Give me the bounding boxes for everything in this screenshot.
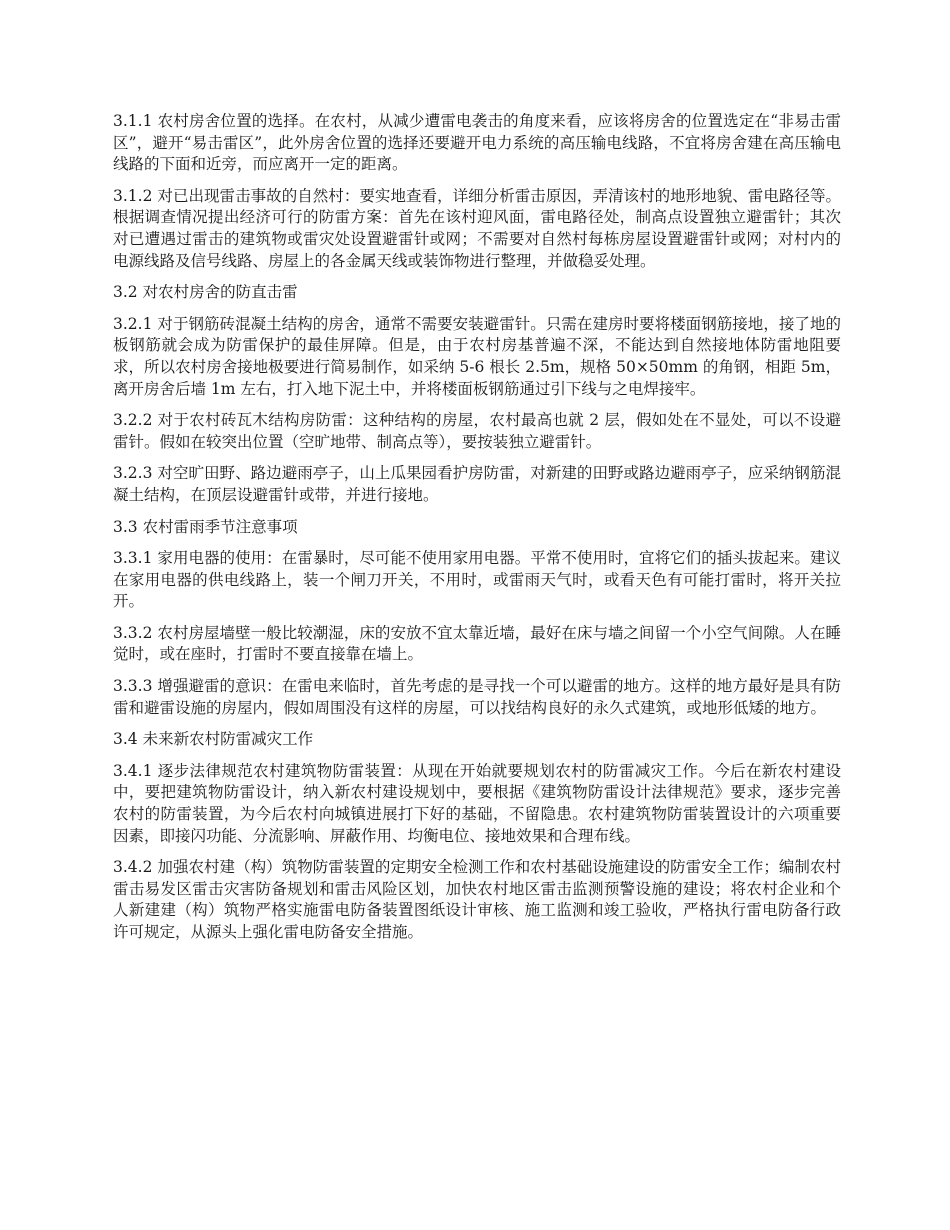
- heading-3-4: 3.4 未来新农村防雷减灾工作: [113, 730, 314, 749]
- para-3-1-1: 3.1.1 农村房舍位置的选择。在农村，从减少遭雷电袭击的角度来看，应该将房舍的位置选定在“非易击雷区”，避开“易击雷区”，此外房舍位置的选择还要避开电力系统的高压输电线路，不宜将房舍建在高压输电线路的下面和近旁，而应离开一定的距离。: [113, 112, 841, 174]
- para-3-3-1: 3.3.1 家用电器的使用：在雷暴时，尽可能不使用家用电器。平常不使用时，宜将它们的插头拔起来。建议在家用电器的供电线路上，装一个闸刀开关，不用时，或雷雨天气时，或看天色有可能打雷时，将开关拉开。: [113, 549, 841, 611]
- para-3-2-2: 3.2.2 对于农村砖瓦木结构房防雷：这种结构的房屋，农村最高也就 2 层，假如处在不显处，可以不设避雷针。假如在较突出位置（空旷地带、制高点等），要按装独立避雷针。: [113, 411, 841, 451]
- para-3-4-2: 3.4.2 加强农村建（构）筑物防雷装置的定期安全检测工作和农村基础设施建设的防雷安全工作；编制农村雷击易发区雷击灾害防备规划和雷击风险区划，加快农村地区雷击监测预警设施的建设；将农村企业和个人新建建（构）筑物严格实施雷电防备装置图纸设计审核、施工监测和竣工验收，严格执行雷电防备行政许可规定，从源头上强化雷电防备安全措施。: [113, 858, 841, 941]
- para-3-1-2: 3.1.2 对已出现雷击事故的自然村：要实地查看，详细分析雷击原因，弄清该村的地形地貌、雷电路径等。根据调查情况提出经济可行的防雷方案：首先在该村迎风面，雷电路径处，制高点设置独立避雷针；其次对已遭遇过雷击的建筑物或雷灾处设置避雷针或网；不需要对自然村每栋房屋设置避雷针或网；对村内的电源线路及信号线路、房屋上的各金属天线或装饰物进行整理，并做稳妥处理。: [113, 186, 841, 270]
- para-3-3-2: 3.3.2 农村房屋墙壁一般比较潮湿，床的安放不宜太靠近墙，最好在床与墙之间留一个小空气间隙。人在睡觉时，或在座时，打雷时不要直接靠在墙上。: [113, 623, 841, 664]
- para-3-3-3: 3.3.3 增强避雷的意识：在雷电来临时，首先考虑的是寻找一个可以避雷的地方。这样的地方最好是具有防雷和避雷设施的房屋内，假如周围没有这样的房屋，可以找结构良好的永久式建筑，或地形低矮的地方。: [113, 677, 841, 717]
- document-page: [113, 111, 841, 954]
- para-3-2-1: 3.2.1 对于钢筋砖混凝土结构的房舍，通常不需要安装避雷针。只需在建房时要将楼面钢筋接地，接了地的板钢筋就会成为防雷保护的最佳屏障。但是，由于农村房基普遍不深，不能达到自然接地体防雷地阻要求，所以农村房舍接地极要进行简易制作，如采纳 5-6 根长 2.5m，规格 50×50mm 的角钢，相距 5m，离开房舍后墙 1m 左右，打入地下泥土中，并将楼面板钢筋通过引下线与之电焊接牢。: [113, 314, 841, 398]
- para-3-4-1: 3.4.1 逐步法律规范农村建筑物防雷装置：从现在开始就要规划农村的防雷减灾工作。今后在新农村建设中，要把建筑物防雷设计，纳入新农村建设规划中，要根据《建筑物防雷设计法律规范》要求，逐步完善农村的防雷装置，为今后农村向城镇进展打下好的基础，不留隐患。农村建筑物防雷装置设计的六项重要因素，即接闪功能、分流影响、屏蔽作用、均衡电位、接地效果和合理布线。: [113, 761, 841, 845]
- heading-3-2: 3.2 对农村房舍的防直击雷: [113, 283, 298, 302]
- heading-3-3: 3.3 农村雷雨季节注意事项: [113, 517, 298, 536]
- para-3-2-3: 3.2.3 对空旷田野、路边避雨亭子，山上瓜果园看护房防雷，对新建的田野或路边避雨亭子，应采纳钢筋混凝土结构，在顶层设避雷针或带，并进行接地。: [113, 464, 841, 504]
